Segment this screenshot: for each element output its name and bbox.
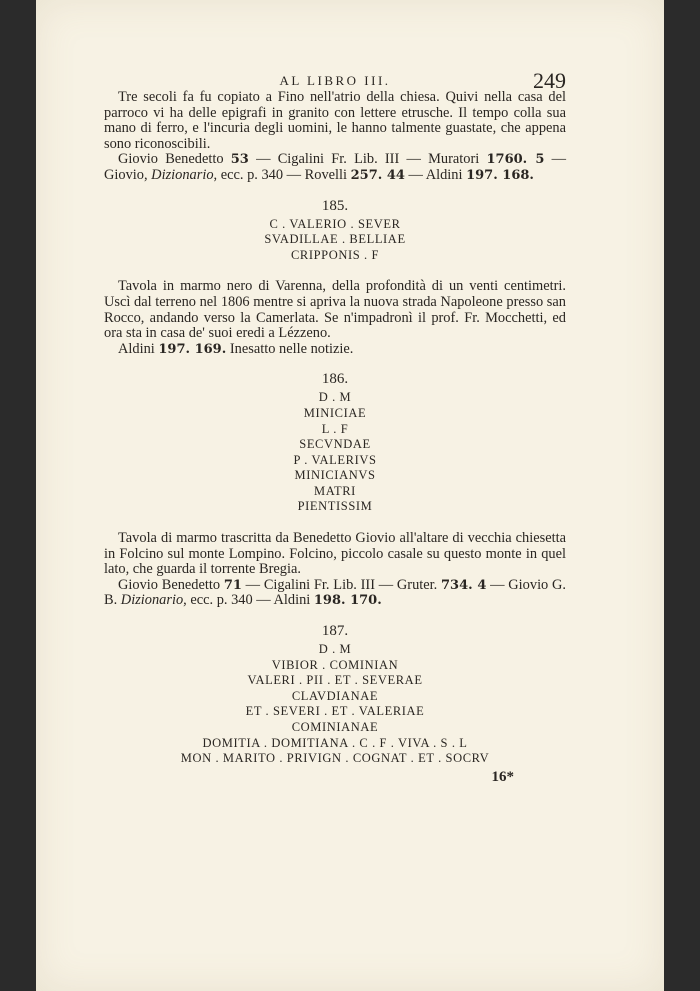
ref-text: Aldini [118, 340, 159, 357]
inscription-186 [104, 390, 566, 515]
ref-text: Giovio Benedetto [118, 151, 231, 168]
inscription-line: MINICIANVS [294, 468, 376, 483]
ref-number: 53 [230, 152, 249, 168]
inscription-line: COMINIANAE [291, 720, 379, 734]
ref-text: — Aldini [404, 166, 467, 183]
ref-text: , ecc. p. 340 — Aldini [183, 592, 314, 609]
page-header [104, 68, 566, 93]
paragraph-186: Tavola di marmo trascritta da Benedetto Giovio all'altare di vecchia chiesetta in Folcino sul monte Lompino. Folcino, piccolo casale su questo monte in quel lato, che guarda il torrente Bregia. [104, 530, 566, 578]
paragraph-185: Tavola in marmo nero di Varenna, della profondità di un venti centimetri. Uscì dal terreno nel 1806 mentre si apriva la nuova strada Napoleone presso san Rocco, andando verso la Camerlata. Se n'impadronì il prof. Fr. Mocchetti, ed ora sta in casa de' suoi eredi a Lézzeno. [104, 278, 566, 342]
running-head: AL LIBRO III. [279, 73, 391, 88]
ref-number: 198. 170. [313, 593, 382, 609]
inscription-line: VALERI . PII . ET . SEVERAE [247, 673, 423, 688]
ref-text: — Cigalini Fr. Lib. III — Gruter. [241, 576, 441, 593]
ref-number: 197. 168. [466, 167, 534, 183]
inscription-185 [104, 217, 566, 264]
inscription-line: VIBIOR . COMINIAN [271, 657, 399, 672]
entry-number-186: 186. [321, 371, 349, 388]
inscription-line: C . VALERIO . SEVER [269, 216, 401, 231]
inscription-line: CLAVDIANAE [291, 688, 379, 703]
page-number: 249 [533, 68, 566, 93]
ref-title: Dizionario [120, 592, 184, 609]
inscription-187 [104, 642, 566, 767]
ref-title: Dizionario [151, 166, 214, 183]
inscription-line: ET . SEVERI . ET . VALERIAE [245, 704, 425, 719]
book-page [36, 0, 664, 991]
entry-number-185: 185. [321, 197, 349, 214]
ref-text: — Giovio G. B. [104, 576, 566, 609]
ref-number: 734. 4 [441, 577, 487, 593]
inscription-line: CRIPPONIS . F [290, 247, 380, 262]
references-185 [104, 342, 566, 358]
ref-text: Giovio Benedetto [118, 576, 224, 593]
inscription-line: L . F [321, 421, 349, 436]
inscription-line: SECVNDAE [299, 437, 371, 452]
signature-mark: 16* [491, 768, 514, 785]
entry-number-187: 187. [321, 623, 349, 640]
inscription-line: MINICIAE [303, 405, 367, 420]
inscription-line: MON . MARITO . PRIVIGN . COGNAT . ET . SOCRV [180, 751, 490, 766]
inscription-line: PIENTISSIM [297, 499, 373, 514]
inscription-line: D . M [318, 642, 352, 657]
ref-text: Inesatto nelle notizie. [226, 340, 354, 357]
ref-text: — Cigalini Fr. Lib. III — Muratori [248, 151, 487, 168]
inscription-line: MATRI [314, 483, 356, 498]
ref-text: , ecc. p. 340 — Rovelli [213, 166, 351, 183]
ref-number: 1760. 5 [486, 152, 545, 168]
ref-number: 257. 44 [350, 167, 405, 183]
inscription-line: SVADILLAE . BELLIAE [264, 232, 406, 247]
ref-number: 197. 169. [158, 341, 227, 357]
ref-text: — Giovio, [104, 151, 566, 183]
page-text-block [104, 70, 566, 786]
inscription-line: DOMITIA . DOMITIANA . C . F . VIVA . S . L [202, 735, 468, 750]
references-fino [104, 152, 566, 183]
paragraph-fino: Tre secoli fa fu copiato a Fino nell'atrio della chiesa. Quivi nella casa del parroco vi ha delle epigrafi in granito con lettere etrusche. Il tempo colla sua mano di ferro, e l'incuria degli uomini, le hanno talmente guastate, che appena sono riconoscibili. [104, 89, 566, 152]
references-186 [104, 578, 566, 609]
inscription-line: D . M [318, 390, 352, 405]
ref-number: 71 [223, 577, 242, 593]
inscription-line: P . VALERIVS [293, 452, 377, 467]
